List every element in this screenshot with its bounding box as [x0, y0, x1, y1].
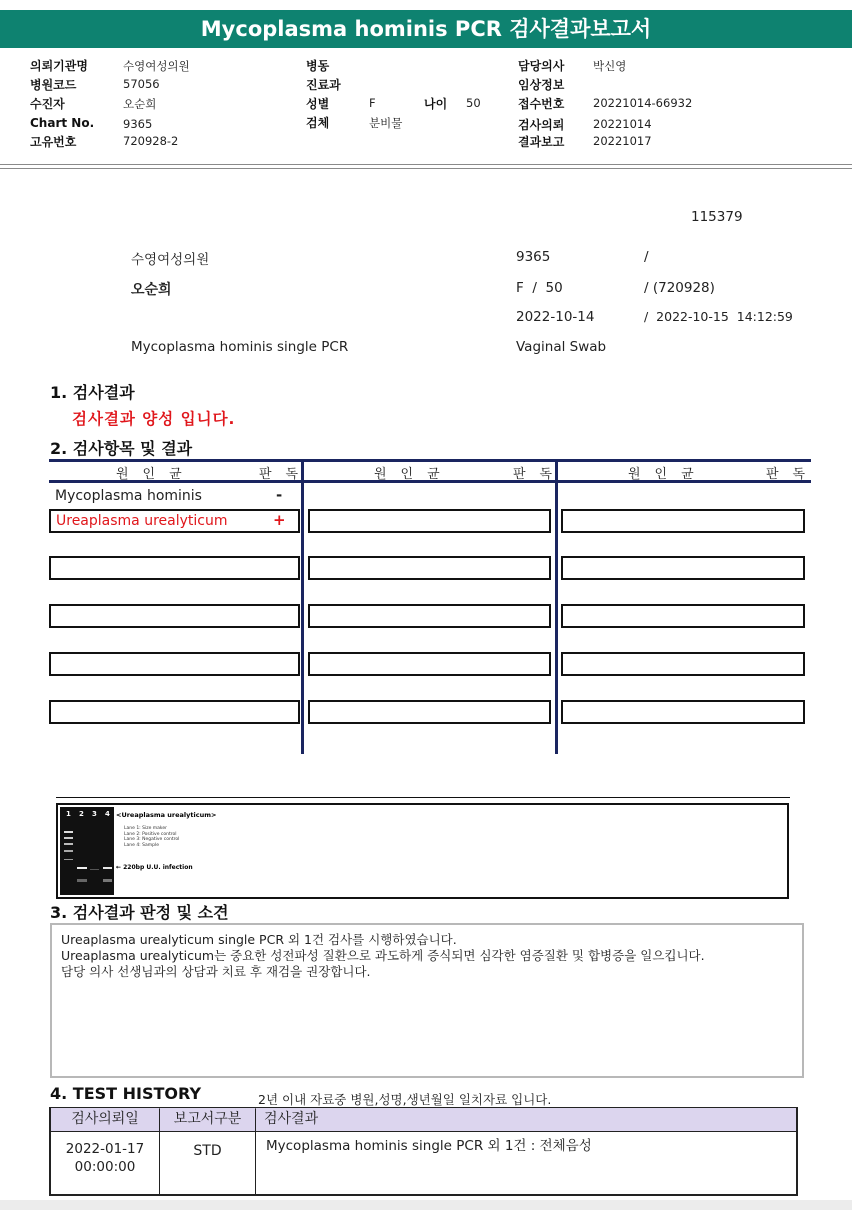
receipt-no-label: 접수번호: [518, 97, 565, 111]
report-title: Mycoplasma hominis PCR 검사결과보고서: [0, 10, 852, 48]
section4-title: 4. TEST HISTORY: [50, 1084, 202, 1103]
history-note: 2년 이내 자료중 병원,성명,생년월일 일치자료 입니다.: [258, 1092, 552, 1107]
summary-test-name: Mycoplasma hominis single PCR: [131, 339, 349, 355]
summary-institution: 수영여성의원: [131, 252, 210, 268]
gel-title: <Ureaplasma urealyticum>: [116, 811, 217, 819]
history-col-date: 검사의뢰일: [51, 1108, 160, 1131]
section2-title: 2. 검사항목 및 결과: [50, 439, 193, 458]
age-value: 50: [466, 96, 481, 110]
result-positive: 검사결과 양성 입니다.: [72, 410, 236, 428]
history-date: 2022-01-17: [65, 1141, 145, 1157]
summary-patient: 오순희: [131, 282, 172, 298]
report-date-value: 20221017: [593, 134, 652, 148]
row2-box: [49, 509, 300, 533]
empty-box: [49, 652, 300, 676]
row2-organism: Ureaplasma urealyticum: [56, 513, 228, 529]
gel-frame: [56, 803, 789, 899]
header-divider-2: [0, 168, 852, 169]
empty-box: [49, 556, 300, 580]
gel-bands: [60, 807, 114, 895]
col-organism-2: 원인균: [374, 467, 454, 482]
empty-box: [308, 509, 551, 533]
report-id: 115379: [691, 209, 743, 225]
page-bottom-edge: [0, 1200, 852, 1210]
col-organism-1: 원인균: [116, 467, 196, 482]
hospital-code-label: 병원코드: [30, 78, 77, 92]
unique-no-value: 720928-2: [123, 134, 179, 148]
gel-legend-item: Lane 4: Sample: [124, 842, 159, 848]
empty-box: [561, 509, 805, 533]
history-time: 00:00:00: [74, 1159, 136, 1175]
history-col-result: 검사결과: [256, 1108, 796, 1131]
age-label: 나이: [424, 97, 448, 111]
opinion-line: 담당 의사 선생님과의 상담과 치료 후 재검을 권장합니다.: [61, 964, 371, 979]
request-date-label: 검사의뢰: [518, 118, 565, 132]
chart-no-value: 9365: [123, 117, 153, 131]
opinion-line: Ureaplasma urealyticum는 중요한 성전파성 질환으로 과도하게 증식되면 심각한 염증질환 및 합병증을 일으킵니다.: [61, 948, 705, 963]
opinion-box: [50, 923, 804, 1078]
col-organism-3: 원인균: [628, 467, 708, 482]
doctor-label: 담당의사: [518, 59, 565, 73]
ward-label: 병동: [306, 59, 330, 73]
gel-image: [60, 807, 114, 895]
arrow-left-icon: ←: [116, 864, 122, 871]
empty-box: [49, 700, 300, 724]
empty-box: [561, 604, 805, 628]
lane-number: 2: [79, 810, 84, 818]
institution-label: 의뢰기관명: [30, 59, 88, 73]
empty-box: [308, 604, 551, 628]
clinical-info-label: 임상정보: [518, 78, 565, 92]
table-top-rule: [49, 459, 811, 462]
summary-chart: 9365: [516, 249, 551, 265]
receipt-no-value: 20221014-66932: [593, 96, 693, 110]
row2-result: +: [273, 511, 286, 529]
lane-number: 1: [66, 810, 71, 818]
history-row-date: [51, 1140, 159, 1176]
table-col-divider-1: [301, 459, 304, 754]
lane-number: 4: [105, 810, 110, 818]
summary-slash: /: [644, 249, 649, 265]
summary-sex-age: F / 50: [516, 280, 563, 296]
report-date-label: 결과보고: [518, 135, 565, 149]
row1-organism: Mycoplasma hominis: [55, 488, 202, 504]
gel-top-rule: [56, 797, 790, 798]
history-col-divider: [255, 1109, 256, 1194]
section1-title: 1. 검사결과: [50, 383, 135, 402]
empty-box: [308, 652, 551, 676]
patient-value: 오순희: [123, 97, 157, 111]
opinion-text: [61, 932, 705, 980]
gel-legend-item: Lane 3: Negative control: [124, 837, 180, 842]
institution-value: 수영여성의원: [123, 59, 190, 73]
section3-title: 3. 검사결과 판정 및 소견: [50, 903, 229, 922]
history-header-rule: [51, 1131, 796, 1132]
gel-band-text: 220bp U.U. infection: [123, 864, 193, 871]
request-date-value: 20221014: [593, 117, 652, 131]
patient-label: 수진자: [30, 97, 65, 111]
col-judgement-3: 판독: [766, 467, 820, 482]
specimen-label: 검체: [306, 116, 330, 130]
hospital-code-value: 57056: [123, 77, 160, 91]
summary-datetime: / 2022-10-15 14:12:59: [644, 309, 793, 324]
table-col-divider-2: [555, 459, 558, 754]
row1-result: -: [276, 486, 283, 504]
summary-birth: / (720928): [644, 280, 715, 296]
sex-value: F: [369, 96, 376, 110]
gel-band-label: [116, 864, 193, 871]
empty-box: [308, 556, 551, 580]
col-judgement-2: 판독: [513, 467, 567, 482]
department-label: 진료과: [306, 78, 341, 92]
history-row-type: STD: [193, 1143, 222, 1159]
lane-number: 3: [92, 810, 97, 818]
empty-box: [561, 556, 805, 580]
doctor-value: 박신영: [593, 59, 627, 73]
opinion-line: Ureaplasma urealyticum single PCR 외 1건 검사를 시행하였습니다.: [61, 932, 457, 947]
gel-legend-item: Lane 2: Positive control: [124, 831, 177, 837]
history-col-type: 보고서구분: [160, 1108, 256, 1131]
empty-box: [308, 700, 551, 724]
header-divider: [0, 164, 852, 165]
empty-box: [49, 604, 300, 628]
chart-no-label: Chart No.: [30, 116, 95, 130]
summary-request-date: 2022-10-14: [516, 309, 595, 325]
sex-label: 성별: [306, 97, 330, 111]
col-judgement-1: 판독: [259, 467, 313, 482]
empty-box: [561, 652, 805, 676]
empty-box: [561, 700, 805, 724]
gel-legend: [124, 826, 179, 848]
summary-specimen: Vaginal Swab: [516, 339, 607, 355]
history-row-result: Mycoplasma hominis single PCR 외 1건 : 전체음성: [266, 1138, 592, 1154]
gel-legend-item: Lane 1: Size maker: [124, 826, 167, 831]
specimen-value: 분비물: [369, 116, 403, 130]
unique-no-label: 고유번호: [30, 135, 77, 149]
